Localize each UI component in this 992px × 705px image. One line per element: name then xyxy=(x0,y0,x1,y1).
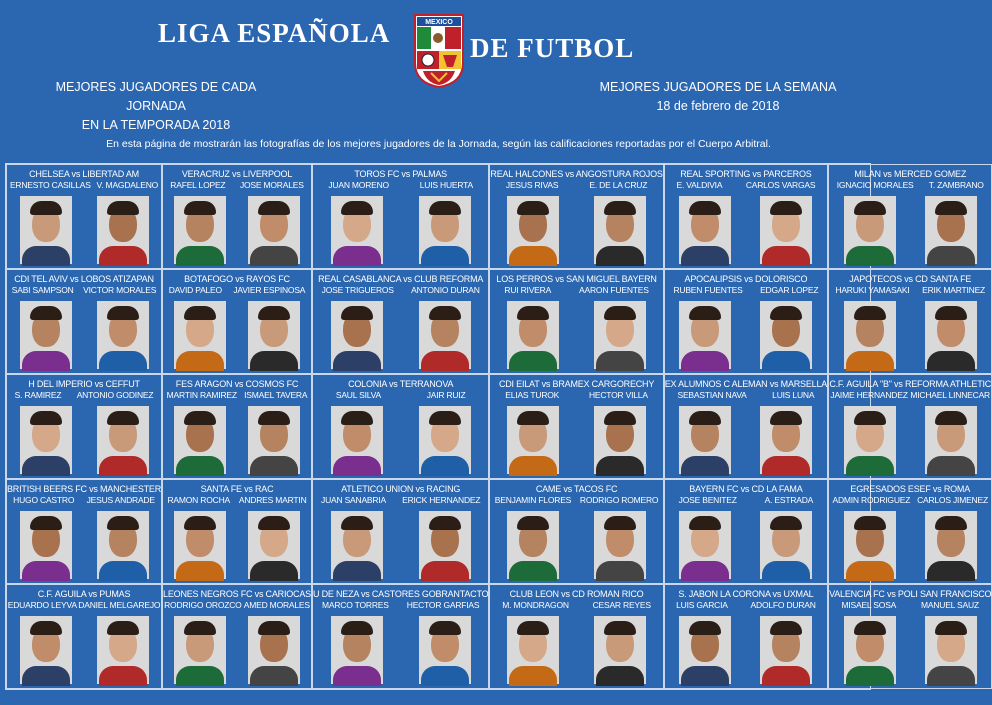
player-name: ADMIN RODRIGUEZ xyxy=(832,495,911,505)
player-name: EDUARDO LEYVA xyxy=(7,600,77,610)
player-photo xyxy=(419,406,471,474)
player-name: ANDRES MARTIN xyxy=(238,495,307,505)
player-name: MARTIN RAMIREZ xyxy=(166,390,237,400)
player-name: ADOLFO DURAN xyxy=(750,600,816,610)
player-name: HARUKI YAMASAKI xyxy=(835,285,910,295)
player-photo xyxy=(419,511,471,579)
match-title: BOTAFOGO vs RAYOS FC xyxy=(184,274,290,284)
player-name: V. MAGDALENO xyxy=(96,180,159,190)
player-name: S. RAMIREZ xyxy=(14,390,62,400)
match-cell xyxy=(312,269,489,374)
player-photo xyxy=(248,196,300,264)
player-name: ELIAS TUROK xyxy=(505,390,560,400)
player-photo xyxy=(679,616,731,684)
player-name: ANTONIO GODINEZ xyxy=(76,390,154,400)
player-photo xyxy=(594,406,646,474)
player-name: MARCO TORRES xyxy=(321,600,389,610)
player-photo xyxy=(925,511,977,579)
match-cell xyxy=(312,479,489,584)
match-cell xyxy=(6,164,162,269)
player-name: IGNACIO MORALES xyxy=(836,180,914,190)
season-heading xyxy=(30,78,282,135)
match-cell xyxy=(489,269,663,374)
player-photo xyxy=(679,196,731,264)
match-title: SANTA FE vs RAC xyxy=(200,484,274,494)
player-name: VICTOR MORALES xyxy=(83,285,157,295)
match-title: LEONES NEGROS FC vs CARIOCAS xyxy=(163,589,311,599)
match-cell xyxy=(489,164,663,269)
player-photo xyxy=(20,511,72,579)
svg-text:MEXICO: MEXICO xyxy=(425,19,453,26)
match-title: REAL CASABLANCA vs CLUB REFORMA xyxy=(318,274,484,284)
title-left: LIGA ESPAÑOLA xyxy=(158,18,391,48)
player-photo xyxy=(331,511,383,579)
player-photo xyxy=(844,616,896,684)
player-photo xyxy=(174,616,226,684)
match-title: COLONIA vs TERRANOVA xyxy=(348,379,454,389)
player-photo xyxy=(760,196,812,264)
player-photo xyxy=(20,196,72,264)
player-photo xyxy=(419,301,471,369)
player-name: JOSE MORALES xyxy=(239,180,304,190)
player-photo xyxy=(20,406,72,474)
player-photo xyxy=(507,196,559,264)
player-name: E. DE LA CRUZ xyxy=(589,180,648,190)
match-cell xyxy=(828,374,992,479)
player-name: MISAEL SOSA xyxy=(841,600,897,610)
player-name: ERNESTO CASILLAS xyxy=(9,180,91,190)
match-cell xyxy=(489,584,663,689)
match-title: LOS PERROS vs SAN MIGUEL BAYERN xyxy=(496,274,657,284)
player-photo xyxy=(679,511,731,579)
league-logo xyxy=(413,13,465,89)
player-photo xyxy=(679,406,731,474)
player-name: CESAR REYES xyxy=(592,600,651,610)
player-photo xyxy=(594,301,646,369)
player-photo xyxy=(20,616,72,684)
player-name: JESUS RIVAS xyxy=(505,180,559,190)
player-name: JOSE BENITEZ xyxy=(678,495,737,505)
player-photo xyxy=(174,406,226,474)
match-cell xyxy=(6,269,162,374)
match-cell xyxy=(828,164,992,269)
player-photo xyxy=(844,406,896,474)
player-photo xyxy=(844,196,896,264)
player-photo xyxy=(248,511,300,579)
match-cell xyxy=(828,584,992,689)
match-title: CDI EILAT vs BRAMEX CARGORECHY xyxy=(498,379,655,389)
match-title: CHELSEA vs LIBERTAD AM xyxy=(29,169,139,179)
player-photo xyxy=(97,406,149,474)
player-name: BENJAMIN FLORES xyxy=(494,495,572,505)
match-cell xyxy=(664,374,828,479)
player-photo xyxy=(331,616,383,684)
player-name: MANUEL SAUZ xyxy=(920,600,979,610)
player-photo xyxy=(594,196,646,264)
week-line-1: MEJORES JUGADORES DE LA SEMANA xyxy=(599,80,837,94)
player-photo xyxy=(925,406,977,474)
players-grid xyxy=(5,163,992,690)
player-photo xyxy=(679,301,731,369)
player-photo xyxy=(760,406,812,474)
player-name: AARON FUENTES xyxy=(579,285,649,295)
player-name: RAMON ROCHA xyxy=(167,495,230,505)
player-name: JESUS ANDRADE xyxy=(86,495,155,505)
player-name: SAUL SILVA xyxy=(335,390,381,400)
player-name: HUGO CASTRO xyxy=(13,495,75,505)
match-cell xyxy=(489,479,663,584)
player-photo xyxy=(844,301,896,369)
player-name: LUIS LUNA xyxy=(772,390,815,400)
match-title: VERACRUZ vs LIVERPOOL xyxy=(181,169,293,179)
match-cell xyxy=(6,584,162,689)
player-photo xyxy=(925,616,977,684)
match-cell xyxy=(312,584,489,689)
match-title: S. JABON LA CORONA vs UXMAL xyxy=(678,589,814,599)
player-photo xyxy=(248,616,300,684)
match-title: REAL SPORTING vs PARCEROS xyxy=(680,169,812,179)
player-name: M. MONDRAGON xyxy=(502,600,569,610)
match-cell xyxy=(162,269,312,374)
player-name: JAIME HERNANDEZ xyxy=(830,390,908,400)
player-name: ERICK HERNANDEZ xyxy=(402,495,481,505)
match-title: FES ARAGON vs COSMOS FC xyxy=(175,379,299,389)
match-title: JAPOTECOS vs CD SANTA FE xyxy=(849,274,972,284)
page-description: En esta página de mostrarán las fotografías de los mejores jugadores de la Jornada, según las calificaciones reportadas por el Cuerpo Arbitral. xyxy=(106,138,771,150)
match-cell xyxy=(162,584,312,689)
player-name: DAVID PALEO xyxy=(168,285,222,295)
player-photo xyxy=(174,301,226,369)
match-title: TOROS FC vs PALMAS xyxy=(354,169,447,179)
player-photo xyxy=(760,616,812,684)
match-title: APOCALIPSIS vs DOLORISCO xyxy=(684,274,808,284)
match-title: EGRESADOS ESEF vs ROMA xyxy=(850,484,971,494)
match-cell xyxy=(312,164,489,269)
match-cell xyxy=(312,374,489,479)
player-name: HECTOR VILLA xyxy=(588,390,648,400)
player-photo xyxy=(925,301,977,369)
player-name: RAFEL LOPEZ xyxy=(170,180,226,190)
player-name: E. VALDIVIA xyxy=(676,180,723,190)
player-photo xyxy=(97,511,149,579)
player-photo xyxy=(331,301,383,369)
match-title: C.F. AGUILA "B" vs REFORMA ATHLETIC xyxy=(829,379,992,389)
player-name: JUAN MORENO xyxy=(328,180,389,190)
player-photo xyxy=(20,301,72,369)
player-photo xyxy=(248,406,300,474)
match-cell xyxy=(162,374,312,479)
player-photo xyxy=(419,616,471,684)
player-photo xyxy=(97,196,149,264)
week-date: 18 de febrero de 2018 xyxy=(656,99,780,113)
player-name: RUI RIVERA xyxy=(504,285,552,295)
player-name: SEBASTIAN NAVA xyxy=(677,390,747,400)
player-name: SABI SAMPSON xyxy=(11,285,74,295)
player-photo xyxy=(419,196,471,264)
player-photo xyxy=(760,301,812,369)
player-name: LUIS HUERTA xyxy=(419,180,473,190)
player-photo xyxy=(248,301,300,369)
player-photo xyxy=(331,196,383,264)
player-name: DANIEL MELGAREJO xyxy=(78,600,161,610)
match-cell xyxy=(162,479,312,584)
player-name: CARLOS VARGAS xyxy=(745,180,816,190)
player-name: AMED MORALES xyxy=(243,600,310,610)
player-name: LUIS GARCIA xyxy=(676,600,728,610)
match-title: BRITISH BEERS FC vs MANCHESTER xyxy=(7,484,162,494)
week-heading xyxy=(598,78,838,116)
player-name: CARLOS JIMENEZ xyxy=(917,495,988,505)
player-photo xyxy=(97,301,149,369)
player-photo xyxy=(97,616,149,684)
player-name: RUBEN FUENTES xyxy=(673,285,743,295)
player-photo xyxy=(507,616,559,684)
match-title: CAME vs TACOS FC xyxy=(535,484,618,494)
player-name: EDGAR LOPEZ xyxy=(760,285,819,295)
season-line-1: MEJORES JUGADORES DE CADA JORNADA xyxy=(55,80,257,113)
match-cell xyxy=(664,269,828,374)
match-title: CDI TEL AVIV vs LOBOS ATIZAPAN xyxy=(14,274,154,284)
match-title: BAYERN FC vs CD LA FAMA xyxy=(689,484,803,494)
match-title: MILAN vs MERCED GOMEZ xyxy=(854,169,967,179)
title-right: DE FUTBOL xyxy=(470,33,635,63)
player-name: MICHAEL LINNECAR xyxy=(910,390,990,400)
player-name: T. ZAMBRANO xyxy=(928,180,984,190)
player-name: JUAN SANABRIA xyxy=(321,495,386,505)
player-name: ISMAEL TAVERA xyxy=(244,390,308,400)
match-title: ATLETICO UNION vs RACING xyxy=(341,484,461,494)
match-cell xyxy=(162,164,312,269)
player-photo xyxy=(844,511,896,579)
player-name: ERIK MARTINEZ xyxy=(922,285,986,295)
match-cell xyxy=(664,584,828,689)
player-name: JOSE TRIGUEROS xyxy=(321,285,394,295)
match-cell xyxy=(664,164,828,269)
match-title: VALENCIA FC vs POLI SAN FRANCISCO xyxy=(829,589,992,599)
match-cell xyxy=(828,479,992,584)
match-cell xyxy=(6,479,162,584)
player-photo xyxy=(331,406,383,474)
player-name: A. ESTRADA xyxy=(764,495,814,505)
match-title: EX ALUMNOS C ALEMAN vs MARSELLA xyxy=(664,379,828,389)
player-photo xyxy=(507,511,559,579)
match-title: U DE NEZA vs CASTORES GOBRANTACTO xyxy=(312,589,489,599)
player-photo xyxy=(594,511,646,579)
player-photo xyxy=(760,511,812,579)
player-name: RODRIGO ROMERO xyxy=(579,495,659,505)
player-name: ANTONIO DURAN xyxy=(411,285,480,295)
player-photo xyxy=(174,196,226,264)
player-name: JAVIER ESPINOSA xyxy=(233,285,306,295)
player-photo xyxy=(507,301,559,369)
player-name: HECTOR GARFIAS xyxy=(406,600,480,610)
match-title: CLUB LEON vs CD ROMAN RICO xyxy=(509,589,644,599)
match-cell xyxy=(6,374,162,479)
season-line-2: EN LA TEMPORADA 2018 xyxy=(81,118,231,132)
match-title: REAL HALCONES vs ANGOSTURA ROJOS xyxy=(490,169,663,179)
player-photo xyxy=(925,196,977,264)
match-cell xyxy=(489,374,663,479)
player-name: RODRIGO OROZCO xyxy=(164,600,242,610)
match-cell xyxy=(664,479,828,584)
match-title: H DEL IMPERIO vs CEFFUT xyxy=(28,379,140,389)
player-photo xyxy=(174,511,226,579)
player-photo xyxy=(594,616,646,684)
player-photo xyxy=(507,406,559,474)
match-title: C.F. AGUILA vs PUMAS xyxy=(37,589,131,599)
match-cell xyxy=(828,269,992,374)
player-name: JAIR RUIZ xyxy=(426,390,466,400)
